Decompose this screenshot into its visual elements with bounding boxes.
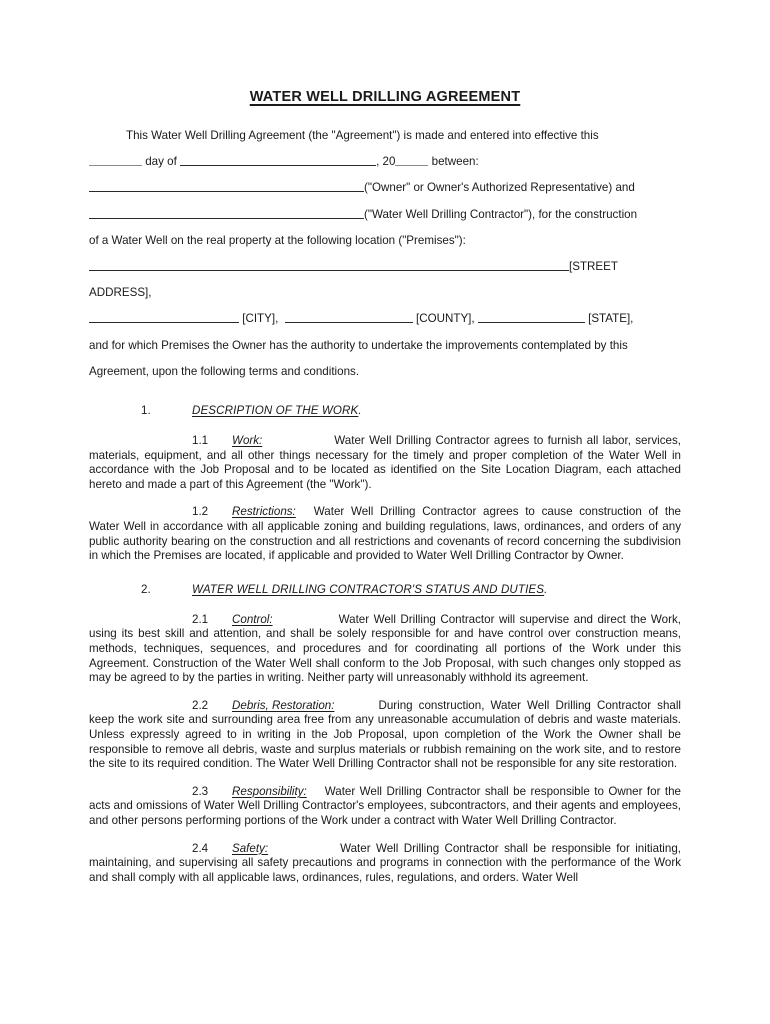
subsection-2-4 [89,829,681,886]
section-title-1-tail: . [358,404,362,418]
county-caption: [COUNTY], [416,312,475,326]
section-heading-2 [89,564,681,600]
section-title-1: DESCRIPTION OF THE WORK [192,404,359,418]
subsection-number-2-3: 2.3 [192,784,209,798]
section-number-1: 1. [141,404,151,418]
month-blank[interactable] [180,153,376,166]
subsection-body-2-2: During construction, Water Well Drilling Contractor shall keep the work site and surrounding area free from any unreasonable accumulation of debris and waste materials. Unless expressly agreed to in writing in the Job Proposal, upon completion of the Work the Owner shall be responsible to remove all debris, waste and surplus materials or rubbish remaining on the work site, and to restore the site to its required condition. The Water Well Drilling Contractor shall not be responsible for any site restoration. [89,698,681,771]
state-caption: [STATE], [588,312,634,326]
subsection-2-2 [89,686,681,772]
day-blank[interactable] [89,153,142,166]
subsection-number-2-4: 2.4 [192,841,209,855]
subsection-body-2-3: Water Well Drilling Contractor shall be responsible to Owner for the acts and omissions of Water Well Drilling Contractor's employees, subcontractors, and their agents and employees, and other persons performing portions of the Work under a contract with Water Well Drilling Contractor. [89,784,681,827]
contractor-caption: ("Water Well Drilling Contractor"), for the construction [364,207,638,221]
subsection-number-1-1: 1.1 [192,434,209,448]
subsection-body-1-1: Water Well Drilling Contractor agrees to furnish all labor, services, materials, equipment, and all other things necessary for the timely and proper completion of the Water Well in accordance with the Job Proposal and to be located as identified on the Site Location Diagram, each attached hereto and made a part of this Agreement (the "Work"). [89,434,681,491]
intro-line-authority: and for which Premises the Owner has the authority to undertake the improvements contemplated by this [89,338,628,352]
intro-line-1: This Water Well Drilling Agreement (the "Agreement") is made and entered into effective this [126,129,599,142]
street-address-blank[interactable] [89,258,569,271]
subsection-body-2-4: Water Well Drilling Contractor shall be responsible for initiating, maintaining, and supervising all safety precautions and programs in connection with the performance of the Work and shall comply with all applicable laws, ordinances, rules, regulations, and orders. Water Well [89,841,681,884]
subsection-1-2 [89,492,681,563]
subsection-number-1-2: 1.2 [192,505,209,519]
state-blank[interactable] [478,310,585,323]
subsection-label-2-1: Control: [232,612,273,626]
page-title [89,88,681,106]
section-title-2-tail: . [544,582,548,596]
intro-line-owner [89,175,681,201]
subsection-number-2-1: 2.1 [192,612,209,626]
intro-line-premises: of a Water Well on the real property at the following location ("Premises"): [89,233,466,247]
owner-name-blank[interactable] [89,179,364,192]
subsection-number-2-2: 2.2 [192,698,209,712]
city-caption: [CITY], [242,312,279,326]
owner-caption: ("Owner" or Owner's Authorized Representative) and [364,181,635,195]
subsection-label-2-3: Responsibility: [232,784,307,798]
year-prefix-label: , 20 [376,155,396,169]
street-address-caption: [STREET ADDRESS], [89,260,621,300]
contractor-name-blank[interactable] [89,206,364,219]
city-blank[interactable] [89,310,239,323]
subsection-label-2-2: Debris, Restoration: [232,698,335,712]
document-content [89,0,681,885]
county-blank[interactable] [285,310,413,323]
subsection-label-1-1: Work: [232,434,263,448]
subsection-label-2-4: Safety: [232,841,269,855]
intro-line-contractor [89,202,681,228]
year-blank[interactable] [395,153,428,166]
subsection-1-1 [89,421,681,492]
section-heading-1 [89,385,681,421]
intro-line-terms: Agreement, upon the following terms and conditions. [89,364,360,378]
section-title-2: WATER WELL DRILLING CONTRACTOR'S STATUS AND DUTIES [192,582,545,596]
subsection-2-1 [89,600,681,686]
page-title-text: WATER WELL DRILLING AGREEMENT [249,89,521,105]
day-of-label: day of [145,155,177,169]
intro-line-city-county-state [89,306,681,332]
subsection-label-1-2: Restrictions: [232,505,296,519]
section-number-2: 2. [141,582,151,596]
intro-block [89,123,681,385]
between-label: between: [431,155,479,169]
subsection-body-1-2: Water Well Drilling Contractor agrees to cause construction of the Water Well in accordance with all applicable zoning and building regulations, laws, ordinances, and orders of any public authority bearing on the construction and all restrictions and covenants of record concerning the subdivision in which the Premises are located, if applicable and provided to Water Well Drilling Contractor by Owner. [89,505,681,563]
subsection-body-2-1: Water Well Drilling Contractor will supervise and direct the Work, using its best skill and attention, and shall be solely responsible for and have control over construction means, methods, techniques, sequences, and procedures and for coordinating all portions of the Work under this Agreement. Construction of the Water Well shall conform to the Job Proposal, with such changes only stopped as may be agreed to by the parties in writing. Neither party will unreasonably withhold its agreement. [89,612,681,685]
intro-line-street [89,254,681,306]
subsection-2-3 [89,772,681,829]
intro-line-date [89,149,681,175]
